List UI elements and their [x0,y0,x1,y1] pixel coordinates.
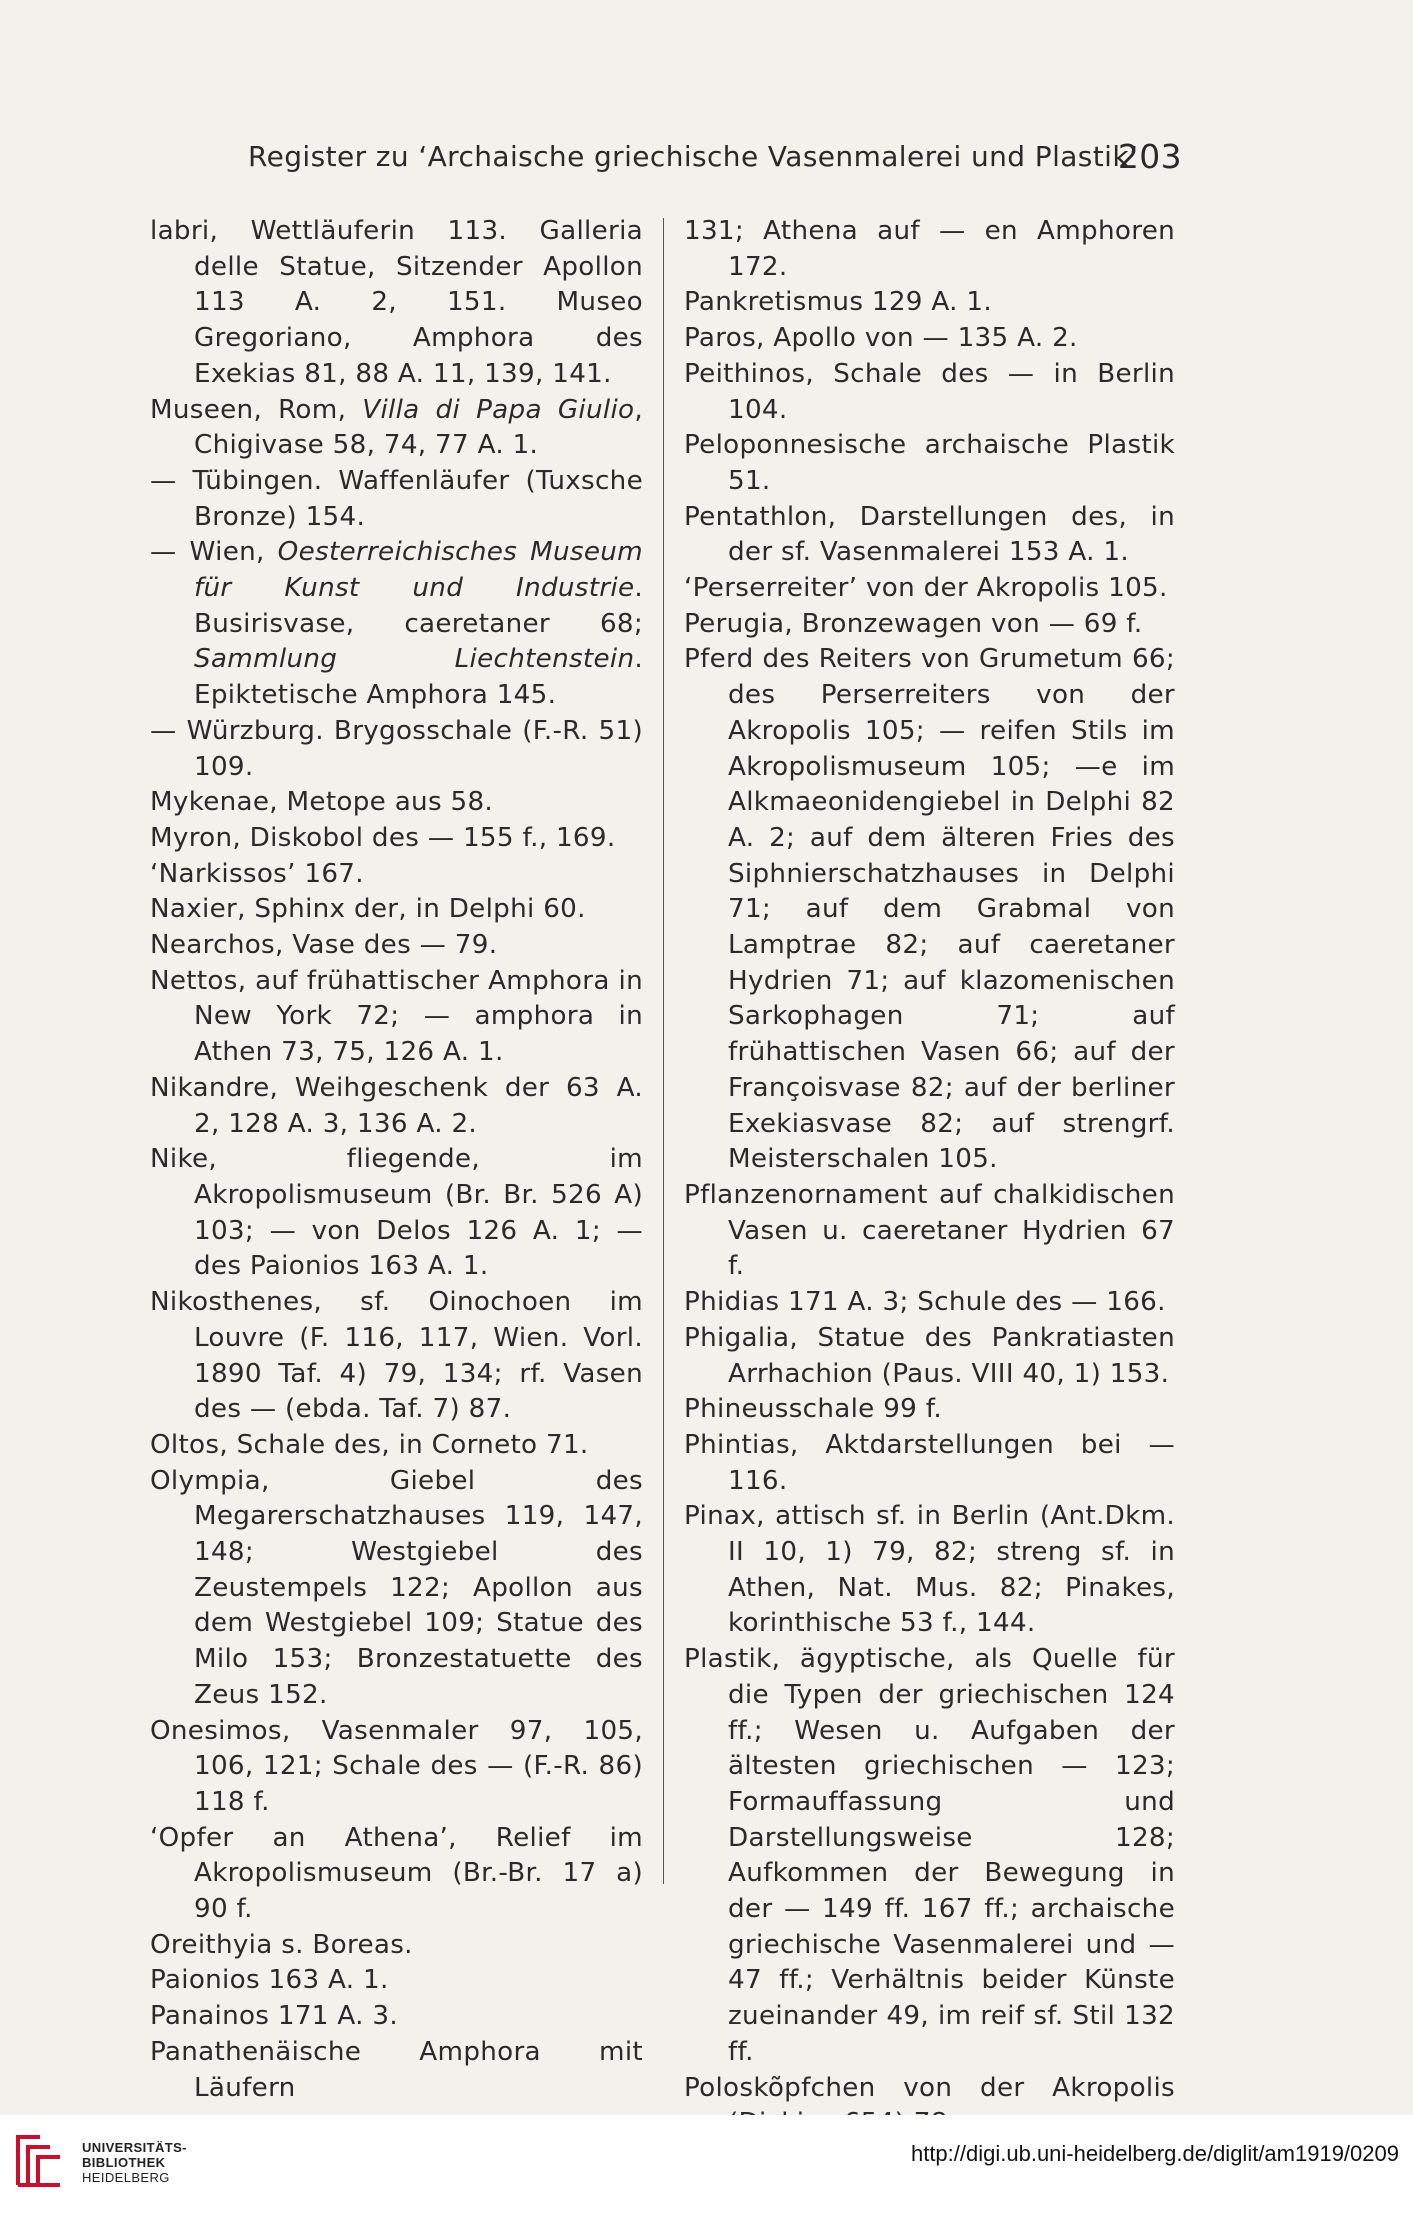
index-entry: Olympia, Giebel des Megarerschatzhauses 119, 147, 148; Westgiebel des Zeustempels 122; Apollon aus dem Westgiebel 109; Statue des Milo 153; Bronzestatuette des Zeus 152. [150,1465,643,1710]
index-entry: Mykenae, Metope aus 58. [150,787,494,818]
index-entry: Pflanzenornament auf chalkidischen Vasen u. caeretaner Hydrien 67 f. [684,1179,1175,1282]
left-index-column [150,214,643,2106]
library-name-line-2: BIBLIOTHEK [82,2155,166,2170]
running-title: Register zu ‘Archaische griechische Vasenmalerei und Plastik’ [248,140,1139,173]
index-entry: Nikosthenes, sf. Oinochoen im Louvre (F. 116, 117, Wien. Vorl. 1890 Taf. 4) 79, 134; rf. Vasen des — (ebda. Taf. 7) 87. [150,1287,643,1425]
running-header [248,137,1182,176]
index-entry: Oltos, Schale des, in Corneto 71. [150,1429,589,1460]
index-entry: Peloponnesische archaische Plastik 51. [684,430,1175,496]
index-entry: Museen, Rom, Villa di Papa Giulio, Chigivase 58, 74, 77 A. 1. [150,394,643,461]
index-entry: Nettos, auf frühattischer Amphora in New York 72; — amphora in Athen 73, 75, 126 A. 1. [150,965,643,1068]
index-entry: Nike, fliegende, im Akropolismuseum (Br. Br. 526 A) 103; — von Delos 126 A. 1; — des Paionios 163 A. 1. [150,1144,643,1282]
index-entry: Phintias, Aktdarstellungen bei — 116. [684,1429,1175,1496]
index-entry: Poloskõpfchen von der Akropolis [684,2072,1175,2103]
index-entry: — Würzburg. Brygosschale (F.-R. 51) 109. [150,715,643,782]
index-entry: — Tübingen. Waffenläufer (Tuxsche Bronze) 154. [150,465,643,532]
index-entry: Oreithyia s. Boreas. [150,1929,413,1960]
right-index-column [684,214,1175,2142]
index-entry: labri, Wettläuferin 113. Galleria delle Statue, Sitzender Apollon 113 A. 2, 151. Museo Gregoriano, Amphora des Exekias 81, 88 A. 11, 139, 141. [150,216,643,389]
index-entry: Plastik, ägyptische, als Quelle für die Typen der griechischen 124 ff.; Wesen u. Aufgaben der ältesten griechischen — 123; Formauffassung und Darstellungsweise 128; Aufkommen der Bewegung in der — 149 ff. 167 ff.; archaische griechische Vasenmalerei und — 47 ff.; Verhältnis beider Künste zueinander 49, im reif sf. Stil 132 ff. [684,1644,1175,2067]
index-entry: Panathenäische Amphora mit Läufern [150,2036,643,2103]
source-url-link[interactable]: http://digi.ub.uni-heidelberg.de/diglit/am1919/0209 [910,2141,1399,2166]
library-name-line-1: UNIVERSITÄTS- [82,2140,187,2155]
index-entry: Nikandre, Weihgeschenk der 63 A. 2, 128 A. 3, 136 A. 2. [150,1072,643,1139]
library-name [82,2140,187,2185]
index-entry: Pinax, attisch sf. in Berlin (Ant.Dkm. II 10, 1) 79, 82; streng sf. in Athen, Nat. Mus. 82; Pinakes, korinthische 53 f., 144. [684,1501,1175,1639]
index-entry: Pferd des Reiters von Grumetum 66; des Perserreiters von der Akropolis 105; — reifen Stils im Akropolismuseum 105; —e im Alkmaeonidengiebel in Delphi 82 A. 2; auf dem älteren Fries des Siphnierschatzhauses in Delphi 71; auf dem Grabmal von Lamptrae 82; auf caeretaner Hydrien 71; auf klazomenischen Sarkophagen 71; auf frühattischen Vasen 66; auf der Françoisvase 82; auf der berliner Exekiasvase 82; auf strengrf. Meisterschalen 105. [684,644,1175,1175]
index-entry: ‘Perserreiter’ von der Akropolis 105. [684,573,1168,604]
index-entry: Paros, Apollo von — 135 A. 2. [684,323,1078,354]
index-entry: Phineusschale 99 f. [684,1394,942,1425]
library-footer [0,2115,1413,2215]
index-entry: Phidias 171 A. 3; Schule des — 166. [684,1287,1166,1318]
index-entry: Naxier, Sphinx der, in Delphi 60. [150,894,586,925]
index-entry: Phigalia, Statue des Pankratiasten Arrhachion (Paus. VIII 40, 1) 153. [684,1322,1175,1389]
index-entry: Panainos 171 A. 3. [150,2001,398,2032]
index-entry: Pentathlon, Darstellungen des, in der sf. Vasenmalerei 153 A. 1. [684,501,1175,568]
index-entry: — Wien, Oesterreichisches Museum für Kunst und Industrie. Busirisvase, caeretaner 68; Sammlung Liechtenstein. Epiktetische Amphora 145. [150,537,643,711]
index-entry: ‘Opfer an Athena’, Relief im Akropolismuseum (Br.-Br. 17 a) 90 f. [150,1822,643,1925]
library-logo-icon [10,2123,70,2193]
library-name-line-3: HEIDELBERG [82,2170,170,2185]
page-number: 203 [1117,137,1182,176]
index-entry: Onesimos, Vasenmaler 97, 105, 106, 121; Schale des — (F.-R. 86) 118 f. [150,1715,643,1817]
index-entry: Perugia, Bronzewagen von — 69 f. [684,608,1143,639]
index-entry: Paionios 163 A. 1. [150,1965,389,1996]
column-divider [663,218,664,1884]
index-entry: Pankretismus 129 A. 1. [684,287,992,318]
index-entry: Peithinos, Schale des — in Berlin 104. [684,358,1175,425]
index-entry: 131; Athena auf — en Amphoren 172. [684,216,1175,282]
index-entry: Nearchos, Vase des — 79. [150,930,498,961]
index-entry: ‘Narkissos’ 167. [150,858,364,889]
index-entry: Myron, Diskobol des — 155 f., 169. [150,822,616,853]
